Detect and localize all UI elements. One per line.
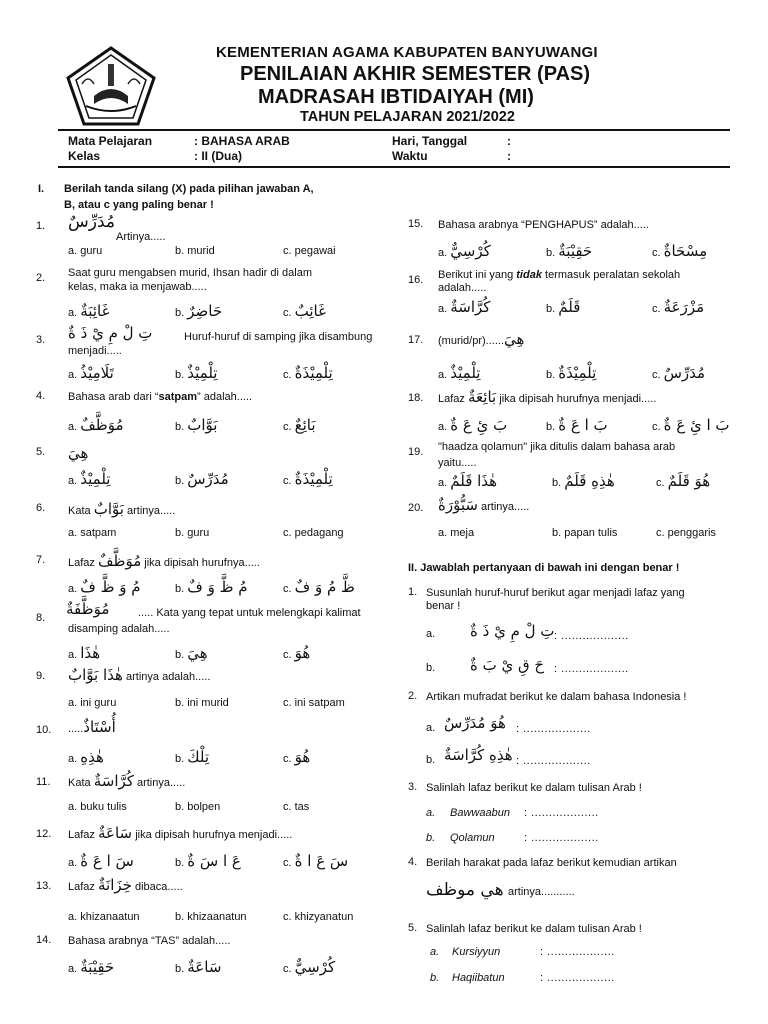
waktu-value: : — [507, 149, 511, 163]
e1-answer-a[interactable]: : ................... — [554, 630, 629, 642]
e2-answer-a[interactable]: : ................... — [516, 723, 591, 735]
q4-option-b[interactable]: b. بَوَّابٌ — [175, 416, 218, 434]
mapel-label: Mata Pelajaran — [68, 134, 153, 148]
q14-text: Bahasa arabnya “TAS” adalah..... — [68, 935, 231, 947]
q13-num: 13. — [36, 880, 52, 892]
q18-option-c[interactable]: c. بَ ا ئِ عَ ةٌ — [652, 416, 730, 434]
q14-option-a[interactable]: a. حَقِيْبَةٌ — [68, 958, 115, 976]
header-school: MADRASAH IBTIDAIYAH (MI) — [258, 86, 534, 108]
q14-option-b[interactable]: b. سَاعَةٌ — [175, 958, 222, 976]
section1-num: I. — [38, 183, 45, 195]
e2-num: 2. — [408, 690, 418, 702]
hari-value: : — [507, 134, 511, 148]
q7-num: 7. — [36, 554, 46, 566]
q4-option-a[interactable]: a. مُوَظَّفٌ — [68, 416, 124, 434]
e5-num: 5. — [408, 922, 418, 934]
e2-arabic-b: هٰذِهِ كُرَّاسَةٌ — [444, 746, 513, 764]
q3-option-a[interactable]: a. تَلَامِيْذُ — [68, 364, 114, 382]
section1-instr-line1: Berilah tanda silang (X) pada pilihan jawaban A, — [64, 183, 314, 195]
q14-option-c[interactable]: c. كُرْسِيٌّ — [283, 958, 336, 976]
q8-option-a[interactable]: a. هٰذَا — [68, 644, 101, 662]
q4-text: Bahasa arab dari “satpam” adalah..... — [68, 391, 253, 403]
q1-option-b[interactable]: b. murid — [175, 245, 215, 257]
q7-option-c[interactable]: c. ظَّ مُ وَ فٌ — [283, 578, 355, 596]
q10-num: 10. — [36, 724, 52, 736]
q3-text-line2: menjadi..... — [68, 345, 122, 357]
q2-text-line1: Saat guru mengabsen murid, Ihsan hadir di dalam — [68, 267, 312, 279]
q5-option-a[interactable]: a. تِلْمِيْذٌ — [68, 470, 111, 488]
q7-text: Lafaz مُوَظَّفٌ jika dipisah hurufnya..... — [68, 552, 260, 570]
q14-num: 14. — [36, 934, 52, 946]
q6-option-c[interactable]: c. pedagang — [283, 527, 344, 539]
q8-num: 8. — [36, 612, 46, 624]
e5-word-a: Kursiyyun — [452, 946, 501, 958]
header-divider — [58, 129, 730, 131]
q12-option-a[interactable]: a. سَ ا عَ ةٌ — [68, 852, 134, 870]
q6-option-b[interactable]: b. guru — [175, 527, 210, 539]
q3-num: 3. — [36, 334, 46, 346]
e1-arabic-b: حَ قِ يْ بَ ةٌ — [470, 656, 545, 674]
q18-text: Lafaz بَائِعَةٌ jika dipisah hurufnya menjadi..... — [438, 388, 657, 406]
q1-arabic: مُدَرِّسٌ — [68, 212, 115, 232]
q11-option-b[interactable]: b. bolpen — [175, 801, 221, 813]
e1-label-a: a. — [426, 628, 436, 640]
q11-option-a[interactable]: a. buku tulis — [68, 801, 127, 813]
e3-word-a: Bawwaabun — [450, 807, 510, 819]
e3-word-b: Qolamun — [450, 832, 495, 844]
q15-option-c[interactable]: c. مِسْحَاةٌ — [652, 242, 708, 260]
section1-instr-line2: B, atau c yang paling benar ! — [64, 199, 214, 211]
q11-option-c[interactable]: c. tas — [283, 801, 310, 813]
e4-text: Berilah harakat pada lafaz berikut kemudian artikan — [426, 857, 677, 869]
q17-option-c[interactable]: c. مُدَرِّسٌ — [652, 364, 706, 382]
q18-num: 18. — [408, 392, 424, 404]
q19-option-c[interactable]: c. هُوَ قَلَمٌ — [656, 472, 711, 490]
e1-text-line1: Susunlah huruf-huruf berikut agar menjadi lafaz yang — [426, 587, 685, 599]
q13-option-a[interactable]: a. khizanaatun — [68, 911, 140, 923]
q16-option-b[interactable]: b. قَلَمٌ — [546, 298, 581, 316]
header-ministry: KEMENTERIAN AGAMA KABUPATEN BANYUWANGI — [216, 44, 598, 61]
q16-text-line1: Berikut ini yang tidak termasuk peralatan sekolah — [438, 269, 681, 281]
e1-num: 1. — [408, 586, 418, 598]
q8-option-b[interactable]: b. هِيَ — [175, 644, 208, 662]
q3-arabic-letters: تِ لْ مِ يْ ذَ ةٌ — [68, 324, 153, 342]
e3-label-b: b. — [426, 832, 436, 844]
e3-answer-b[interactable]: : ................... — [524, 832, 599, 844]
q15-option-b[interactable]: b. حَقِيْبَةٌ — [546, 242, 593, 260]
q11-num: 11. — [36, 776, 51, 788]
q12-option-c[interactable]: c. سَ عَ ا ةٌ — [283, 852, 349, 870]
q13-text: Lafaz خِزَانَةٌ dibaca..... — [68, 876, 183, 894]
e2-label-a: a. — [426, 722, 436, 734]
q9-option-c[interactable]: c. ini satpam — [283, 697, 345, 709]
e1-text-line2: benar ! — [426, 600, 461, 612]
e3-answer-a[interactable]: : ................... — [524, 807, 599, 819]
e4-answer[interactable]: artinya........... — [508, 886, 575, 898]
q4-num: 4. — [36, 390, 46, 402]
q11-text: Kata كُرَّاسَةٌ artinya..... — [68, 772, 186, 790]
e4-arabic: هي موظف — [426, 880, 504, 900]
e5-text: Salinlah lafaz berikut ke dalam tulisan Arab ! — [426, 923, 642, 935]
q2-option-b[interactable]: b. حَاضِرٌ — [175, 302, 223, 320]
q10-text: .....أُسْتَاذٌ — [68, 718, 116, 736]
waktu-label: Waktu — [392, 149, 428, 163]
e5-answer-a[interactable]: : ................... — [540, 946, 615, 958]
mapel-value: : BAHASA ARAB — [194, 134, 290, 148]
q5-option-c[interactable]: c. تِلْمِيْذَةٌ — [283, 470, 333, 488]
q16-num: 16. — [408, 274, 424, 286]
e3-num: 3. — [408, 781, 418, 793]
hari-label: Hari, Tanggal — [392, 134, 468, 148]
e2-arabic-a: هُوَ مُدَرِّسٌ — [444, 714, 506, 732]
q13-option-b[interactable]: b. khizaanatun — [175, 911, 247, 923]
q16-text-line2: adalah..... — [438, 282, 487, 294]
e1-arabic-a: تِ لْ مِ يْ ذَ ةٌ — [470, 622, 555, 640]
q1-num: 1. — [36, 220, 46, 232]
q2-option-c[interactable]: c. غَائِبٌ — [283, 302, 326, 320]
q15-text: Bahasa arabnya “PENGHAPUS” adalah..... — [438, 219, 649, 231]
q19-option-b[interactable]: b. هٰذِهِ قَلَمٌ — [552, 472, 615, 490]
q20-option-c[interactable]: c. penggaris — [656, 527, 716, 539]
q1-text: Artinya..... — [116, 231, 166, 243]
q10-option-c[interactable]: c. هُوَ — [283, 748, 311, 766]
q7-option-a[interactable]: a. مُ وَ ظَّ فٌ — [68, 578, 141, 596]
q5-arabic: هِيَ — [68, 444, 89, 462]
q15-num: 15. — [408, 218, 424, 230]
q7-option-b[interactable]: b. مُ ظَّ وَ فٌ — [175, 578, 248, 596]
q20-text: سَبُّوْرَةٌ artinya..... — [438, 496, 530, 514]
e5-label-a: a. — [430, 946, 440, 958]
q19-text-line1: "haadza qolamun" jika ditulis dalam bahasa arab — [438, 441, 676, 453]
kemenag-logo-icon — [64, 44, 158, 128]
q9-option-b[interactable]: b. ini murid — [175, 697, 229, 709]
q1-option-a[interactable]: a. guru — [68, 245, 103, 257]
q19-num: 19. — [408, 446, 424, 458]
q8-option-c[interactable]: c. هُوَ — [283, 644, 311, 662]
e2-label-b: b. — [426, 754, 436, 766]
e3-text: Salinlah lafaz berikut ke dalam tulisan Arab ! — [426, 782, 642, 794]
q4-option-c[interactable]: c. بَائِعٌ — [283, 416, 316, 434]
kelas-label: Kelas — [68, 149, 101, 163]
q8-text-line2: disamping adalah..... — [68, 623, 170, 635]
q10-option-b[interactable]: b. تِلْكَ — [175, 748, 210, 766]
e2-answer-b[interactable]: : ................... — [516, 755, 591, 767]
q5-num: 5. — [36, 446, 46, 458]
q20-option-a[interactable]: a. meja — [438, 527, 475, 539]
e5-word-b: Haqiibatun — [452, 972, 505, 984]
q6-option-a[interactable]: a. satpam — [68, 527, 117, 539]
q6-num: 6. — [36, 502, 46, 514]
e2-text: Artikan mufradat berikut ke dalam bahasa Indonesia ! — [426, 691, 687, 703]
q8-text-line1: ..... Kata yang tepat untuk melengkapi kalimat — [138, 607, 361, 619]
q20-num: 20. — [408, 502, 424, 514]
q17-option-a[interactable]: a. تِلْمِيْذٌ — [438, 364, 481, 382]
q8-arabic: مُوَظَّفَةٌ — [66, 600, 110, 618]
e1-answer-b[interactable]: : ................... — [554, 663, 629, 675]
q1-option-c[interactable]: c. pegawai — [283, 245, 336, 257]
q3-option-b[interactable]: b. تِلْمِيْذٌ — [175, 364, 218, 382]
e1-label-b: b. — [426, 662, 436, 674]
info-divider — [58, 166, 730, 168]
q18-option-a[interactable]: a. بَ ئِ عَ ةٌ — [438, 416, 508, 434]
q9-option-a[interactable]: a. ini guru — [68, 697, 117, 709]
q2-num: 2. — [36, 272, 46, 284]
q3-option-c[interactable]: c. تِلْمِيْذَةٌ — [283, 364, 333, 382]
q12-text: Lafaz سَاعَةٌ jika dipisah hurufnya menjadi..... — [68, 824, 293, 842]
e5-answer-b[interactable]: : ................... — [540, 972, 615, 984]
q9-num: 9. — [36, 670, 46, 682]
q16-option-c[interactable]: c. مَزْرَعَةٌ — [652, 298, 705, 316]
q5-option-b[interactable]: b. مُدَرِّسٌ — [175, 470, 229, 488]
q15-option-a[interactable]: a. كُرْسِيٌّ — [438, 242, 491, 260]
q10-option-a[interactable]: a. هٰذِهِ — [68, 748, 104, 766]
header-exam-title: PENILAIAN AKHIR SEMESTER (PAS) — [240, 63, 591, 85]
e3-label-a: a. — [426, 807, 436, 819]
q2-option-a[interactable]: a. غَائِبَةٌ — [68, 302, 110, 320]
q18-option-b[interactable]: b. بَ ا عَ ةٌ — [546, 416, 608, 434]
header-year: TAHUN PELAJARAN 2021/2022 — [300, 109, 515, 125]
section2-instr: II. Jawablah pertanyaan di bawah ini dengan benar ! — [408, 562, 680, 574]
q17-num: 17. — [408, 334, 424, 346]
q12-option-b[interactable]: b. عَ ا سَ ةٌ — [175, 852, 241, 870]
q9-text: هٰذَا بَوَّابٌ artinya adalah..... — [68, 666, 211, 684]
q13-option-c[interactable]: c. khizyanatun — [283, 911, 354, 923]
q19-option-a[interactable]: a. هٰذَا قَلَمٌ — [438, 472, 498, 490]
q6-text: Kata بَوَّابٌ artinya..... — [68, 500, 176, 518]
q17-option-b[interactable]: b. تِلْمِيْذَةٌ — [546, 364, 597, 382]
q12-num: 12. — [36, 828, 52, 840]
q3-text-line1: Huruf-huruf di samping jika disambung — [184, 331, 373, 343]
q19-text-line2: yaitu..... — [438, 457, 477, 469]
q16-option-a[interactable]: a. كُرَّاسَةٌ — [438, 298, 491, 316]
q17-text: (murid/pr)......هِيَ — [438, 330, 525, 348]
q2-text-line2: kelas, maka ia menjawab..... — [68, 281, 207, 293]
kelas-value: : II (Dua) — [194, 149, 242, 163]
e4-num: 4. — [408, 856, 418, 868]
q20-option-b[interactable]: b. papan tulis — [552, 527, 618, 539]
e5-label-b: b. — [430, 972, 440, 984]
